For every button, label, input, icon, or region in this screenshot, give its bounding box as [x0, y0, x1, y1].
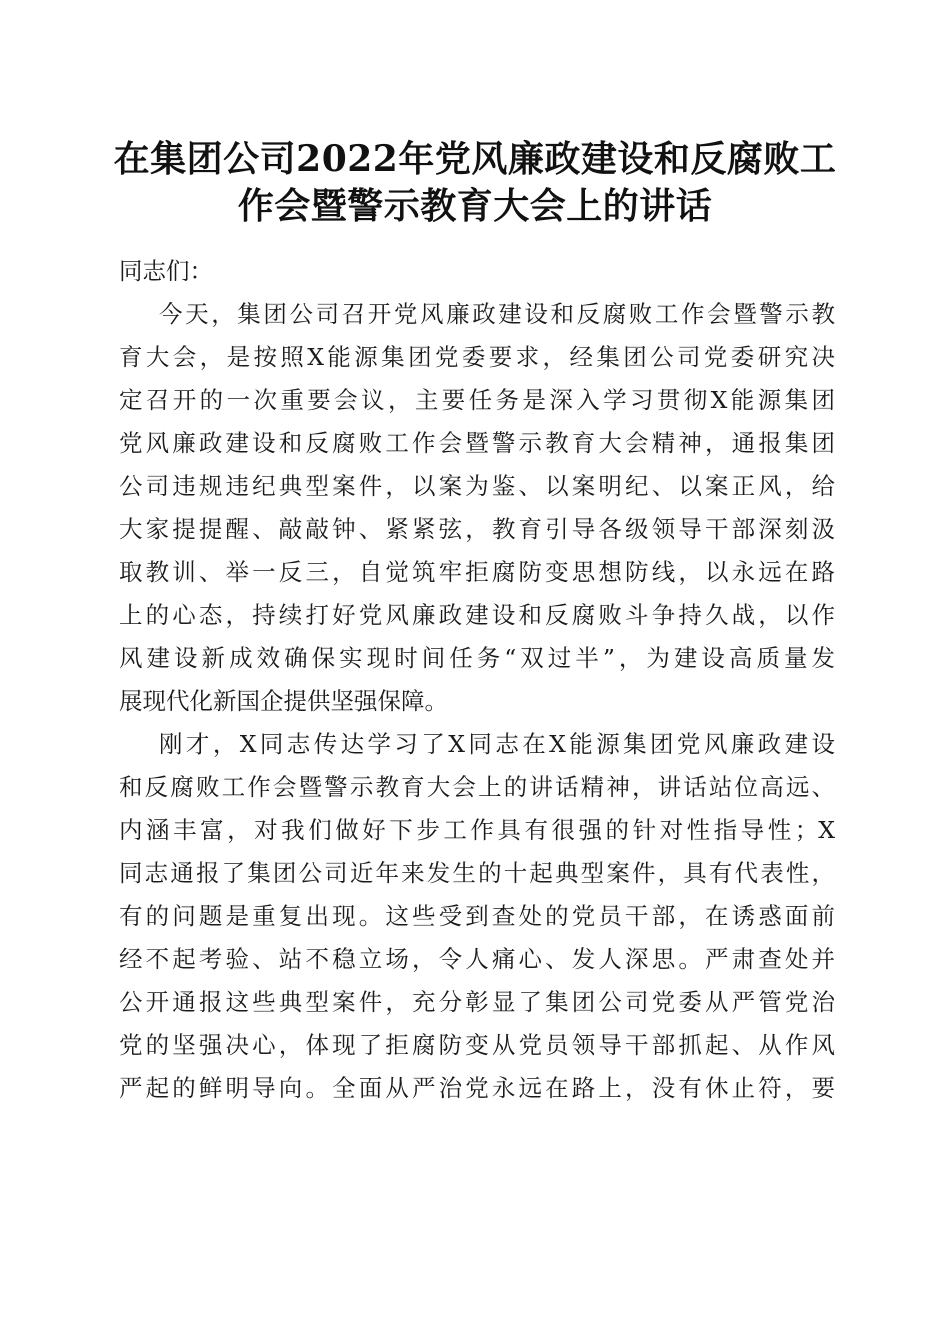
paragraph-line: 有的问题是重复出现。这些受到查处的党员干部，在诱惑面前	[119, 902, 835, 930]
paragraph-line: 公司违规违纪典型案件，以案为鉴、以案明纪、以案正风，给	[119, 472, 835, 500]
paragraph-line: 严起的鲜明导向。全面从严治党永远在路上，没有休止符，要	[119, 1074, 835, 1102]
paragraph-line: 取教训、举一反三，自觉筑牢拒腐防变思想防线，以永远在路	[119, 558, 835, 586]
paragraph-line: 大家提提醒、敲敲钟、紧紧弦，教育引导各级领导干部深刻汲	[119, 515, 835, 543]
paragraph-line: 育大会，是按照X能源集团党委要求，经集团公司党委研究决	[119, 343, 835, 371]
paragraph-2	[119, 723, 835, 1110]
paragraph-line: 定召开的一次重要会议，主要任务是深入学习贯彻X能源集团	[119, 386, 835, 414]
paragraph-line: 和反腐败工作会暨警示教育大会上的讲话精神，讲话站位高远、	[119, 773, 835, 801]
paragraph-line: 党的坚强决心，体现了拒腐防变从党员领导干部抓起、从作风	[119, 1031, 835, 1059]
paragraph-line: 同志通报了集团公司近年来发生的十起典型案件，具有代表性，	[119, 859, 835, 887]
salutation: 同志们：	[119, 257, 213, 285]
paragraph-line: 经不起考验、站不稳立场，令人痛心、发人深思。严肃查处并	[119, 945, 835, 973]
paragraph-line: 公开通报这些典型案件，充分彰显了集团公司党委从严管党治	[119, 988, 835, 1016]
paragraph-line: 党风廉政建设和反腐败工作会暨警示教育大会精神，通报集团	[119, 429, 835, 457]
paragraph-line: 刚才，X同志传达学习了X同志在X能源集团党风廉政建设	[159, 730, 835, 758]
document-title	[100, 136, 850, 230]
document-body	[119, 250, 835, 1110]
paragraph-1	[119, 293, 835, 723]
title-line-2: 作会暨警示教育大会上的讲话	[237, 185, 713, 227]
paragraph-line: 展现代化新国企提供坚强保障。	[119, 687, 448, 715]
paragraph-line: 今天，集团公司召开党风廉政建设和反腐败工作会暨警示教	[159, 300, 835, 328]
title-line-1: 在集团公司2022年党风廉政建设和反腐败工	[113, 138, 837, 180]
paragraph-line: 上的心态，持续打好党风廉政建设和反腐败斗争持久战，以作	[119, 601, 835, 629]
paragraph-line: 内涵丰富，对我们做好下步工作具有很强的针对性指导性；X	[119, 816, 835, 844]
paragraph-line: 风建设新成效确保实现时间任务“双过半”，为建设高质量发	[119, 644, 835, 672]
